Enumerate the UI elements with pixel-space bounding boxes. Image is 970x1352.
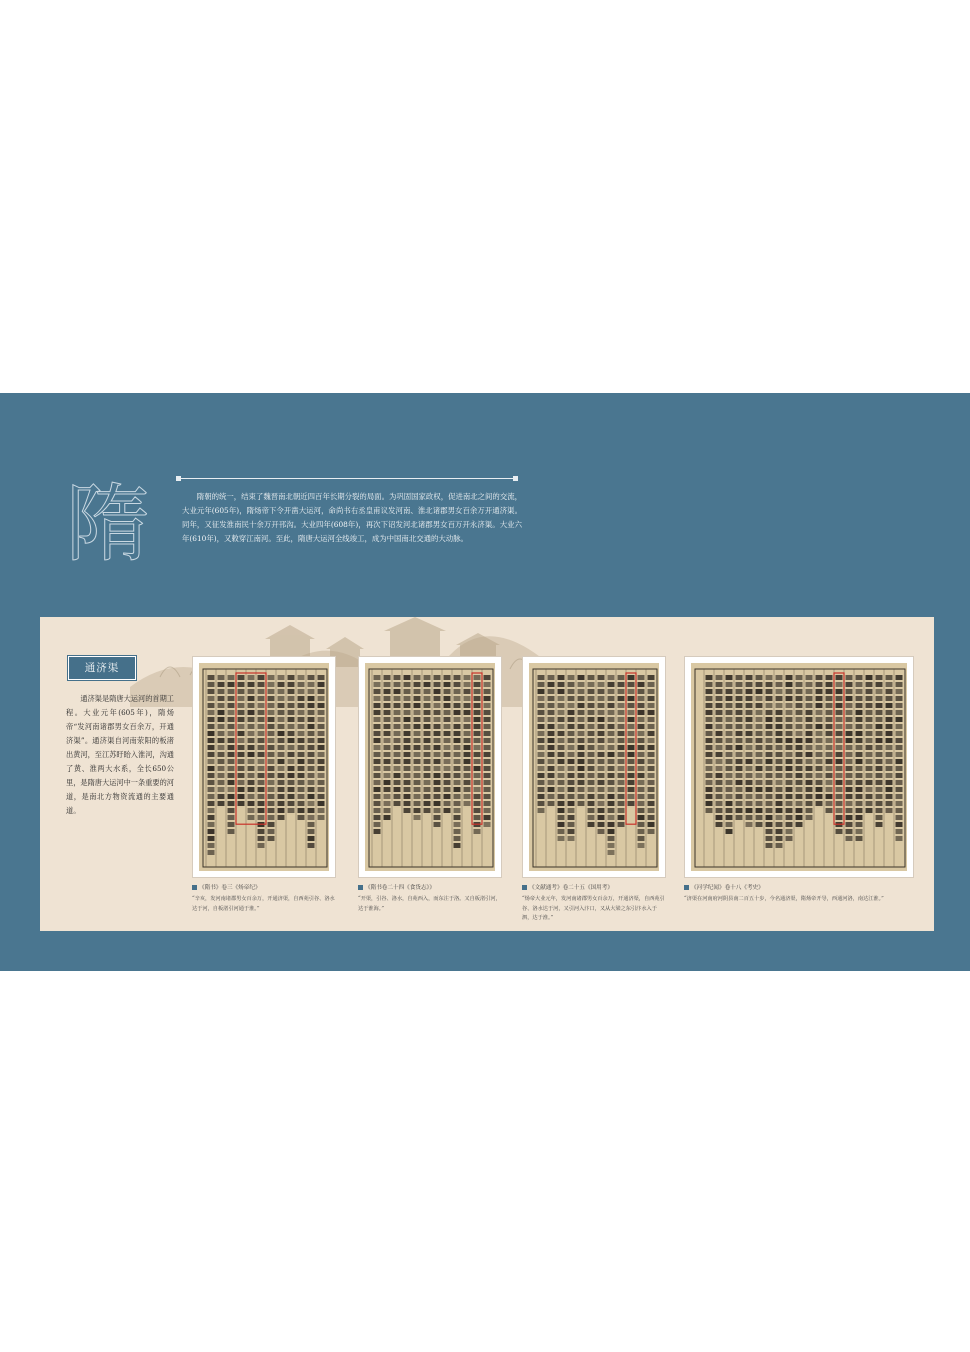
caption-marker-icon	[192, 885, 197, 890]
document-frame	[358, 656, 502, 878]
document-frame	[192, 656, 336, 878]
text-column	[648, 675, 655, 834]
document-caption	[358, 884, 502, 892]
text-column	[474, 675, 481, 834]
text-column	[806, 675, 813, 820]
document-caption	[522, 884, 666, 892]
text-column	[308, 675, 315, 848]
document-frame	[522, 656, 666, 878]
text-column	[598, 675, 605, 834]
dynasty-character: 隋	[65, 475, 150, 573]
intro-divider	[176, 478, 518, 479]
text-column	[766, 675, 773, 848]
ancient-text-drawing	[691, 663, 907, 871]
intro-paragraph: 隋朝的统一，结束了魏晋南北朝近四百年长期分裂的局面。为巩固国家政权，促进南北之间的交流，大业元年(605年)，隋炀帝下令开凿大运河，命尚书右丞皇甫议发河南、淮北诸郡男女百余万开通济渠。同年，又征发淮南民十余万开邗沟。大业四年(608年)，再次下诏发河北诸郡男女百万开永济渠。大业六年(610年)，又敕穿江南河。至此，隋唐大运河全线竣工，成为中国南北交通的大动脉。	[182, 492, 522, 543]
document-caption-text: 《隋书》卷三《炀帝纪》	[199, 885, 261, 891]
document-quote: “开渠，引谷、洛水，自苑西入，而东注于洛。又自板渚引河，达于淮海。”	[358, 896, 501, 912]
document-frame	[684, 656, 914, 878]
ancient-text-image	[365, 663, 495, 871]
text-column	[228, 675, 235, 834]
section-title: 通济渠	[68, 656, 136, 680]
ancient-text-drawing	[199, 663, 329, 871]
text-column	[414, 675, 421, 820]
document-caption	[684, 884, 914, 892]
document-quote: “济渠在河南府河阴县南二百五十步，今名通济渠，隋炀帝开导，西通河洛，南达江淮。”	[684, 896, 884, 902]
text-column	[454, 675, 461, 848]
text-column	[318, 675, 325, 820]
document-quote: “辛亥，发河南诸郡男女百余万，开通济渠，自西苑引谷、洛水达于河，自板渚引河通于淮。”	[192, 896, 335, 912]
text-column	[258, 675, 265, 848]
document-quote: “炀帝大业元年，发河南诸郡男女百余万，开通济渠，自西苑引谷、洛水达于河，又引河入汴口，又从大梁之东引汴水入于泗，达于淮。”	[522, 896, 665, 921]
caption-marker-icon	[358, 885, 363, 890]
document-card	[192, 656, 336, 914]
text-column	[776, 675, 783, 848]
document-card	[684, 656, 914, 905]
ancient-text-drawing	[529, 663, 659, 871]
text-column	[384, 675, 391, 820]
text-column	[836, 675, 843, 834]
document-caption-text: 《文献通考》卷二十五《国用考》	[529, 885, 613, 891]
text-column	[638, 675, 645, 848]
text-column	[248, 675, 255, 820]
document-caption-text: 《河学纪闻》卷十八《考史》	[691, 885, 764, 891]
text-column	[736, 675, 743, 820]
document-card	[358, 656, 502, 914]
ancient-text-image	[691, 663, 907, 871]
document-card	[522, 656, 666, 924]
text-column	[726, 675, 733, 834]
text-column	[278, 675, 285, 820]
section-paragraph: 通济渠是隋唐大运河的首期工程。大业元年(605年)，隋炀帝“发河南诸郡男女百余万，开通济渠”。通济渠自河南荥阳的板渚出黄河，至江苏盱眙入淮河，沟通了黄、淮两大水系，全长650公里，是隋唐大运河中一条重要的河道，是南北方物资流通的主要通道。	[66, 694, 174, 815]
ancient-text-drawing	[365, 663, 495, 871]
document-caption	[192, 884, 336, 892]
ancient-text-image	[199, 663, 329, 871]
text-column	[374, 675, 381, 834]
caption-marker-icon	[684, 885, 689, 890]
caption-marker-icon	[522, 885, 527, 890]
text-column	[298, 675, 305, 820]
ancient-text-image	[529, 663, 659, 871]
document-caption-text: 《隋书卷二十四《食货志》》	[365, 885, 435, 891]
